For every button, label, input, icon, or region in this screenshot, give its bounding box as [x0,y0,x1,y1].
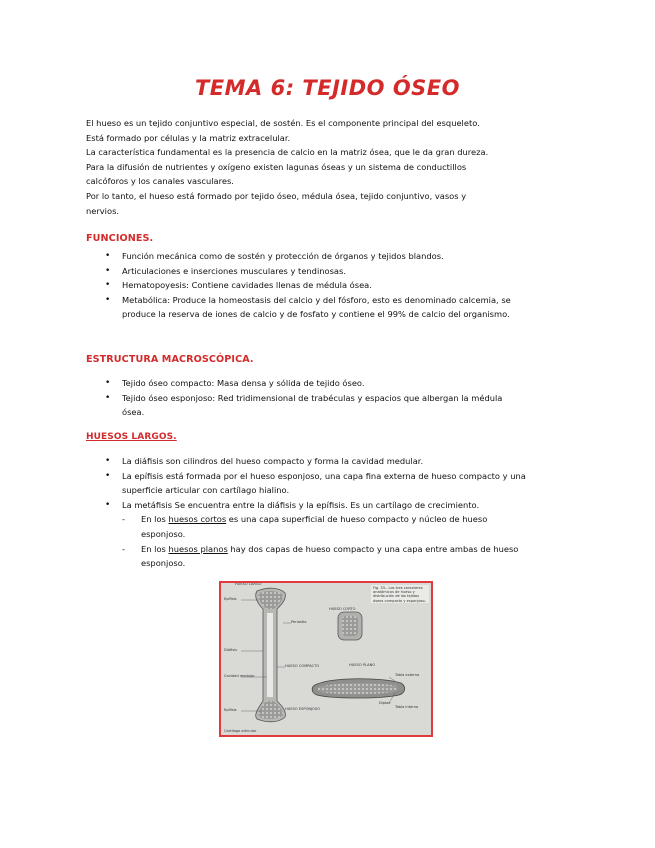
label-hueso-compacto: HUESO COMPACTO [285,664,320,668]
intro-line: Para la difusión de nutrientes y oxígeno existen lagunas óseas y un sistema de conductillos [86,161,467,172]
label-epifisis-bottom: Epífisis [224,708,237,712]
sub-list [122,512,526,570]
list-item: • Tejido óseo esponjoso: Red tridimensional de trabéculas y espacios que albergan la médula ósea. [105,392,503,418]
funciones-list [86,249,526,322]
label-cartilago-articular: Cartílago articular [224,729,257,733]
label-tabla-interna: Tabla interna [395,705,419,709]
label-hueso-plano: HUESO PLANO [349,663,376,667]
label-epifisis-top: Epífisis [224,597,237,601]
long-bone-cavity [267,613,273,697]
label-tabla-externa: Tabla externa [395,673,420,677]
short-bone-core [342,616,358,636]
huesos-largos-heading: HUESOS LARGOS. [86,432,177,442]
list-item: • Función mecánica como de sostén y protección de órganos y tejidos blandos. [86,249,526,264]
bullet-icon: • [105,470,111,481]
bullet-icon: • [105,378,111,388]
bullet-icon: • [105,456,111,466]
bullet-icon: • [105,265,111,276]
huesos-planos-term: huesos planos [168,543,228,554]
list-item: • La metáfisis Se encuentra entre la diáfisis y la epífisis. Es un cartílago de crecimiento. - En los huesos cortos es una capa superficial de hueso compacto y núcleo de hueso esponjoso. - En los huesos planos hay dos capas de hueso compacto y una capa entre ambas de hueso esponjoso. [86,498,526,571]
bone-types-figure [219,581,433,737]
label-hueso-esponjoso: HUESO ESPONJOSO [285,707,321,711]
bullet-icon: • [105,251,111,261]
intro-line: Por lo tanto, el hueso está formado por tejido óseo, médula ósea, tejido conjuntivo, vasos y [86,190,467,201]
label-hueso-largo: HUESO LARGO [235,582,262,586]
bullet-icon: • [105,280,111,291]
list-item: • Hematopoyesis: Contiene cavidades llenas de médula ósea. [86,278,526,293]
label-periostio: Periostio [291,620,307,624]
label-diploe: Diploe [379,701,391,705]
estructura-list [86,376,526,420]
dash-icon: - [122,543,125,554]
bullet-icon: • [105,392,111,403]
huesos-largos-list [86,454,526,571]
bullet-icon: • [105,294,111,305]
dash-icon: - [122,514,125,525]
estructura-heading: ESTRUCTURA MACROSCÓPICA. [86,354,254,365]
list-item: • La epífisis está formada por el hueso esponjoso, una capa fina externa de hueso compacto y una superficie articular con cartílago hialino. [105,470,526,496]
bone-illustration [221,583,433,737]
label-cavidad-medular: Cavidad medular [224,674,255,678]
funciones-heading: FUNCIONES. [86,233,154,244]
list-item: • Metabólica: Produce la homeostasis del calcio y del fósforo, esto es denominado calcemia, se produce la reserva de iones de calcio y de fosfato y contiene el 99% de calcio del organismo. [105,294,511,320]
huesos-cortos-term: huesos cortos [168,514,227,525]
page-title: TEMA 6: TEJIDO ÓSEO [194,76,461,100]
intro-line: calcóforos y los canales vasculares. [86,176,234,187]
figure-caption: Fig. 33.- Los tres caracteres anatómicos de hueso y distribución de los tejidos óseos compacto y esponjoso. [373,586,426,603]
label-hueso-corto: HUESO CORTO [329,607,356,611]
intro-line: nervios. [86,205,120,216]
intro-line: Está formado por células y la matriz extracelular. [86,132,291,143]
sub-list-item: - En los huesos planos hay dos capas de hueso compacto y una capa entre ambas de hueso esponjoso. [122,543,519,569]
list-item: • La diáfisis son cilindros del hueso compacto y forma la cavidad medular. [86,454,526,469]
sub-list-item: - En los huesos cortos es una capa superficial de hueso compacto y núcleo de hueso esponjoso. [122,514,488,539]
label-diafisis: Diáfisis [224,648,237,652]
intro-line: La característica fundamental es la presencia de calcio en la matriz ósea, que le da gran dureza. [86,147,489,158]
bullet-icon: • [105,499,111,510]
list-item: • Articulaciones e inserciones musculares y tendinosas. [86,264,526,279]
intro-paragraph [86,116,526,218]
intro-line: El hueso es un tejido conjuntivo especial, de sostén. Es el componente principal del esqueleto. [86,118,480,128]
list-item: • Tejido óseo compacto: Masa densa y sólida de tejido óseo. [86,376,526,391]
